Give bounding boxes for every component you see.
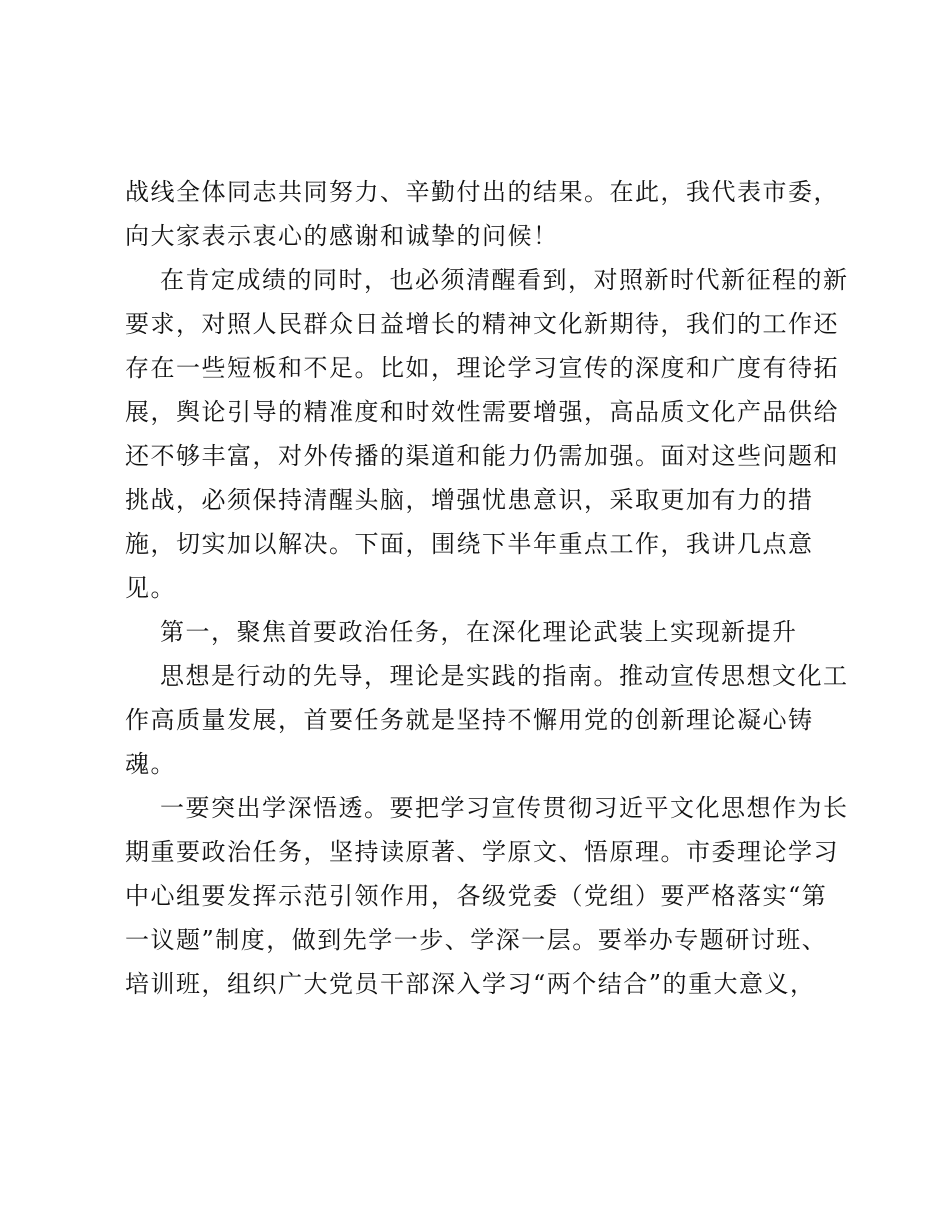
text-line: 战线全体同志共同努力、辛勤付出的结果。在此，我代表市委， bbox=[125, 178, 839, 206]
text-line: 向大家表示衷心的感谢和诚挚的问候！ bbox=[125, 222, 559, 250]
text-line: 展，舆论引导的精准度和时效性需要增强，高品质文化产品供给 bbox=[125, 398, 839, 426]
text-line: 培训班，组织广大党员干部深入学习“两个结合”的重大意义， bbox=[125, 970, 816, 998]
text-line: 思想是行动的先导，理论是实践的指南。推动宣传思想文化工 bbox=[160, 662, 849, 690]
text-line: 在肯定成绩的同时，也必须清醒看到，对照新时代新征程的新 bbox=[160, 266, 849, 294]
text-line: 中心组要发挥示范引领作用，各级党委（党组）要严格落实“第 bbox=[125, 882, 828, 910]
section-heading: 第一，聚焦首要政治任务，在深化理论武装上实现新提升 bbox=[160, 618, 798, 646]
text-line: 作高质量发展，首要任务就是坚持不懈用党的创新理论凝心铸 bbox=[125, 706, 814, 734]
text-line: 挑战，必须保持清醒头脑，增强忧患意识，采取更加有力的措 bbox=[125, 486, 814, 514]
text-line: 一要突出学深悟透。要把学习宣传贯彻习近平文化思想作为长 bbox=[160, 794, 849, 822]
text-line: 还不够丰富，对外传播的渠道和能力仍需加强。面对这些问题和 bbox=[125, 442, 839, 470]
text-line: 魂。 bbox=[125, 750, 176, 778]
text-line: 施，切实加以解决。下面，围绕下半年重点工作，我讲几点意 bbox=[125, 530, 814, 558]
text-line: 期重要政治任务，坚持读原著、学原文、悟原理。市委理论学习 bbox=[125, 838, 839, 866]
text-line: 要求，对照人民群众日益增长的精神文化新期待，我们的工作还 bbox=[125, 310, 839, 338]
text-line: 一议题”制度，做到先学一步、学深一层。要举办专题研讨班、 bbox=[125, 926, 828, 954]
text-line: 存在一些短板和不足。比如，理论学习宣传的深度和广度有待拓 bbox=[125, 354, 839, 382]
text-line: 见。 bbox=[125, 574, 176, 602]
